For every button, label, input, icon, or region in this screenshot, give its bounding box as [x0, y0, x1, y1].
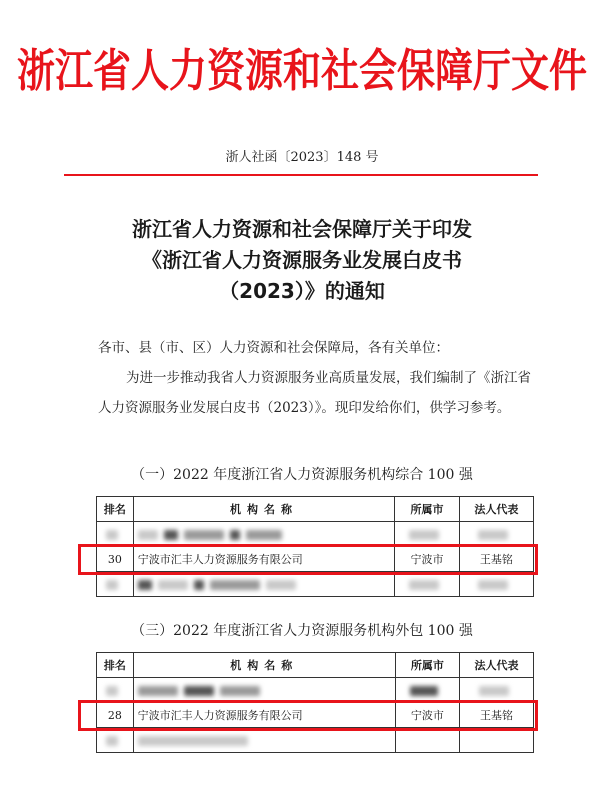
- redacted-cell: [97, 522, 134, 547]
- document-title: [0, 214, 604, 307]
- redacted-cell: [97, 728, 134, 753]
- section-3-title: （三）2022 年度浙江省人力资源服务机构外包 100 强: [131, 623, 473, 639]
- document-title-line-2: 《浙江省人力资源服务业发展白皮书: [142, 248, 462, 272]
- redacted-cell: [459, 572, 533, 597]
- highlight-box-row-28: [78, 700, 538, 731]
- document-number: 浙人社函〔2023〕148 号: [225, 150, 379, 165]
- red-divider-line: [64, 174, 538, 176]
- row-city: 宁波市: [395, 547, 459, 572]
- redacted-cell: [97, 678, 134, 703]
- document-title-line-1: 浙江省人力资源和社会保障厅关于印发: [132, 217, 472, 241]
- redacted-cell: [395, 522, 459, 547]
- document-title-line-3: （2023）》的通知: [219, 279, 385, 303]
- header-name: 机构名称: [133, 497, 395, 522]
- row-name: 宁波市汇丰人力资源服务有限公司: [133, 703, 395, 728]
- redacted-cell: [395, 678, 459, 703]
- table-row-redacted: [97, 572, 534, 597]
- header-rank: 排名: [97, 653, 134, 678]
- row-rep: 王基铭: [460, 703, 534, 728]
- redacted-cell: [133, 572, 395, 597]
- row-name: 宁波市汇丰人力资源服务有限公司: [133, 547, 395, 572]
- row-rank: 30: [97, 547, 134, 572]
- row-rank: 28: [97, 703, 134, 728]
- redacted-cell: [459, 522, 533, 547]
- redacted-cell: [97, 572, 134, 597]
- redacted-cell: [395, 728, 459, 753]
- redacted-cell: [460, 728, 534, 753]
- redacted-cell: [460, 678, 534, 703]
- highlight-box-row-30: [78, 544, 538, 575]
- header-rep: 法人代表: [460, 653, 534, 678]
- document-header-title: 浙江省人力资源和社会保障厅文件: [16, 44, 587, 97]
- header-rep: 法人代表: [459, 497, 533, 522]
- redacted-cell: [133, 522, 395, 547]
- table-row-redacted: [97, 522, 534, 547]
- header-city: 所属市: [395, 497, 459, 522]
- table-header-row: [97, 653, 534, 678]
- redacted-cell: [133, 728, 395, 753]
- row-rep: 王基铭: [459, 547, 533, 572]
- section-1-title: （一）2022 年度浙江省人力资源服务机构综合 100 强: [131, 467, 473, 483]
- header-rank: 排名: [97, 497, 134, 522]
- table-header-row: [97, 497, 534, 522]
- table-row-redacted: [97, 728, 534, 753]
- redacted-cell: [395, 572, 459, 597]
- row-city: 宁波市: [395, 703, 459, 728]
- redacted-cell: [133, 678, 395, 703]
- salutation: 各市、县（市、区）人力资源和社会保障局，各有关单位：: [98, 340, 449, 356]
- header-name: 机构名称: [133, 653, 395, 678]
- header-city: 所属市: [395, 653, 459, 678]
- table-row-redacted: [97, 678, 534, 703]
- body-paragraph: 为进一步推动我省人力资源服务业高质量发展，我们编制了《浙江省人力资源服务业发展白皮书（2023）》。现印发给你们，供学习参考。: [98, 370, 531, 416]
